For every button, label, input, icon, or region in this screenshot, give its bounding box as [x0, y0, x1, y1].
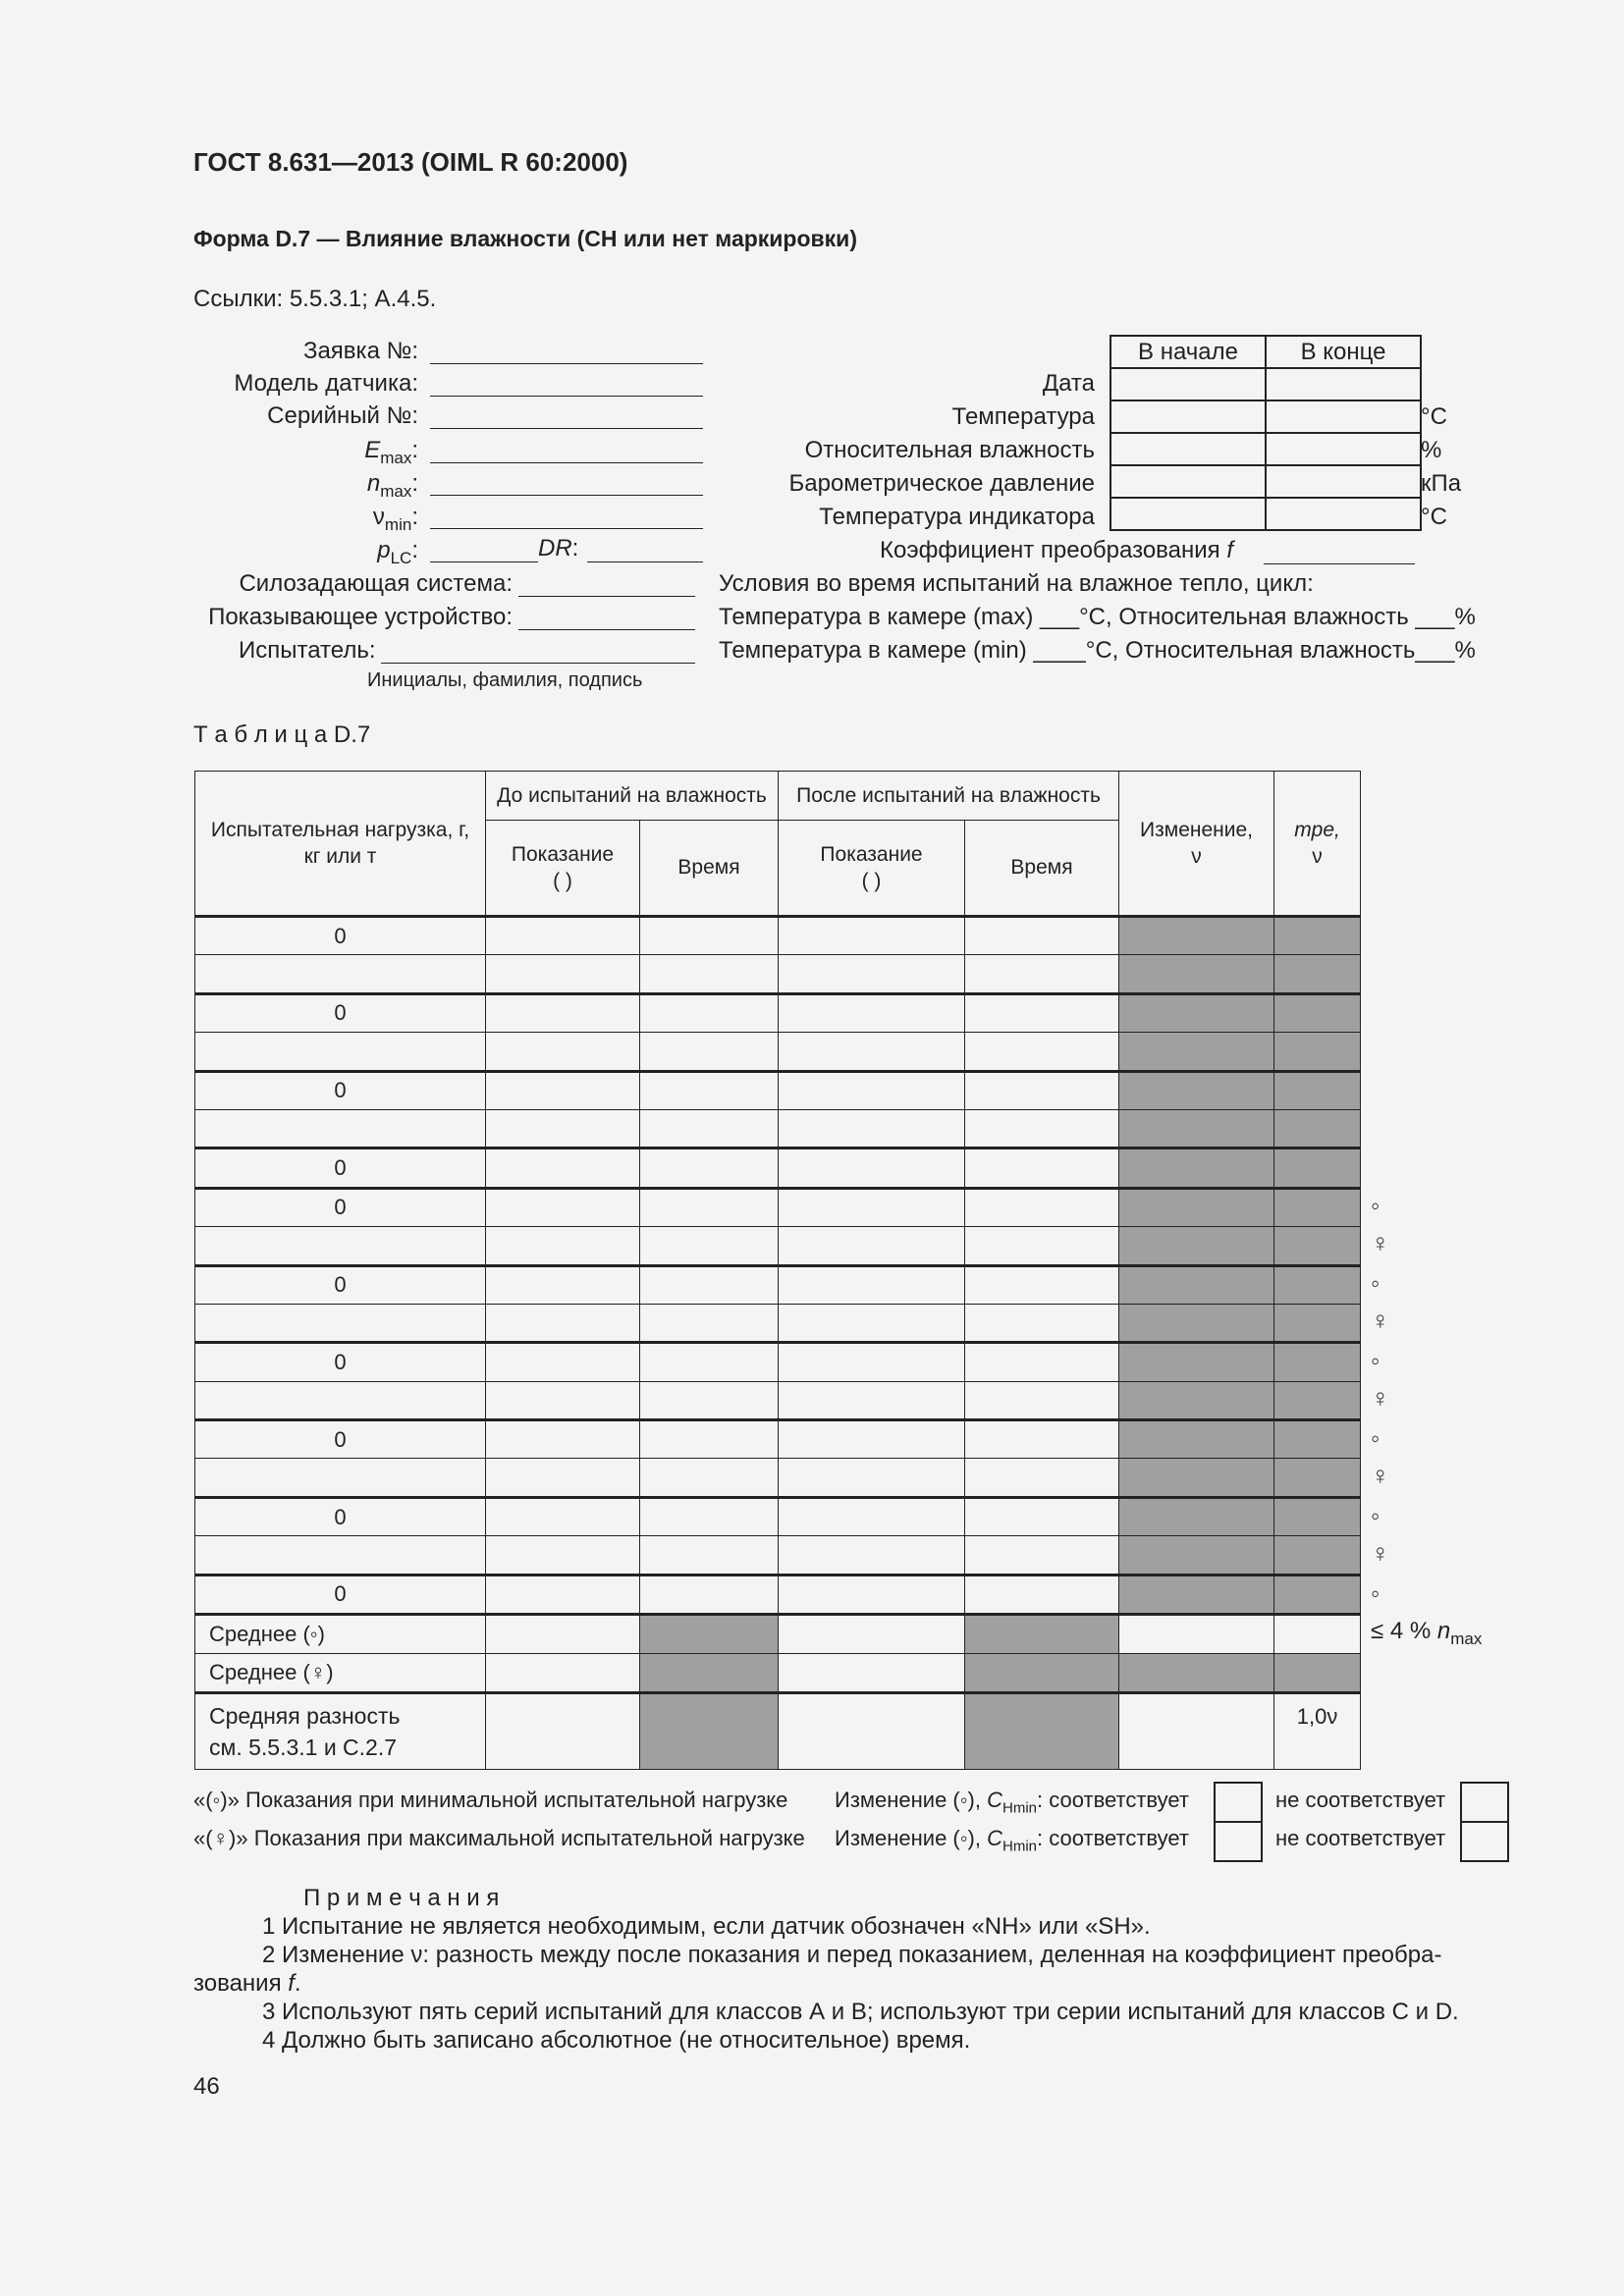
load-cell: [195, 1381, 486, 1419]
note-2-cont: зования f.: [193, 1970, 301, 1997]
unit-celsius-2: °C: [1421, 504, 1447, 530]
data-cell[interactable]: [486, 1575, 640, 1614]
data-cell[interactable]: [965, 1497, 1119, 1535]
avg-diff-label: Средняя разность см. 5.5.3.1 и С.2.7: [195, 1693, 486, 1770]
cycle-conditions: Условия во время испытаний на влажное тепло, цикл:: [719, 570, 1314, 597]
shaded-cell: [1119, 1071, 1274, 1109]
data-cell[interactable]: [486, 1188, 640, 1226]
col-start-header: В начале: [1110, 336, 1266, 368]
shaded-cell: [1119, 1381, 1274, 1419]
shaded-cell: [1274, 1497, 1361, 1535]
shaded-cell: [640, 1615, 779, 1654]
vmin-label: $\nu_{min}$:: [372, 504, 418, 534]
data-cell[interactable]: [640, 1227, 779, 1265]
shaded-cell: [1274, 1420, 1361, 1459]
dr-field[interactable]: [587, 561, 703, 562]
data-cell[interactable]: [486, 1420, 640, 1459]
shaded-cell: [965, 1615, 1119, 1654]
indicator-label: Показывающее устройство:: [208, 604, 513, 630]
serial-field[interactable]: [430, 428, 703, 429]
data-cell[interactable]: [640, 993, 779, 1032]
data-cell[interactable]: [779, 1497, 965, 1535]
emax-label: $E_{max}$:: [364, 437, 418, 467]
data-cell[interactable]: [640, 1188, 779, 1226]
data-cell[interactable]: [486, 955, 640, 993]
load-cell: 0: [195, 1343, 486, 1381]
load-cell: [195, 1304, 486, 1342]
data-cell[interactable]: [779, 1109, 965, 1148]
data-cell[interactable]: [640, 1459, 779, 1497]
header-reading-before: Показание ( ): [486, 821, 640, 917]
load-system-label: Силозадающая система:: [239, 570, 513, 597]
page-number: 46: [193, 2073, 220, 2100]
shaded-cell: [1119, 1227, 1274, 1265]
data-cell[interactable]: [965, 1265, 1119, 1304]
shaded-cell: [1274, 1071, 1361, 1109]
chamber-max: Температура в камере (max) ___°C, Относительная влажность ___%: [719, 604, 1476, 630]
cond-cell[interactable]: [1110, 433, 1266, 465]
not-complies-label: не соответствует: [1275, 1788, 1446, 1812]
legend-max: «(♀)» Показания при максимальной испытательной нагрузке: [193, 1826, 805, 1850]
notes-title: П р и м е ч а н и я: [303, 1885, 500, 1911]
shaded-cell: [1274, 1227, 1361, 1265]
data-cell[interactable]: [640, 1148, 779, 1188]
unit-kpa: кПа: [1421, 470, 1462, 497]
data-cell[interactable]: [965, 1343, 1119, 1381]
data-cell[interactable]: [640, 1536, 779, 1575]
max-load-marker: ♀: [1371, 1306, 1390, 1335]
data-cell[interactable]: [486, 1304, 640, 1342]
data-cell[interactable]: [779, 1343, 965, 1381]
data-cell[interactable]: [640, 1304, 779, 1342]
shaded-cell: [1119, 1188, 1274, 1226]
coefficient-label: Коэффициент преобразования f: [880, 537, 1234, 563]
data-cell[interactable]: [640, 917, 779, 955]
data-cell[interactable]: [640, 1575, 779, 1614]
table-row: [195, 955, 1361, 993]
data-cell[interactable]: [965, 955, 1119, 993]
data-cell[interactable]: [965, 917, 1119, 955]
data-cell[interactable]: [779, 1693, 965, 1770]
data-cell[interactable]: [965, 1420, 1119, 1459]
shaded-cell: [1119, 1420, 1274, 1459]
max-load-marker: ♀: [1371, 1538, 1390, 1568]
references: Ссылки: 5.5.3.1; А.4.5.: [193, 286, 437, 312]
data-cell[interactable]: [486, 1148, 640, 1188]
shaded-cell: [640, 1654, 779, 1693]
table-row: [195, 1343, 1361, 1381]
load-cell: [195, 1459, 486, 1497]
min-load-marker: ◦: [1371, 1423, 1380, 1453]
data-cell[interactable]: [640, 955, 779, 993]
header-before: До испытаний на влажность: [486, 772, 779, 821]
max-load-marker: ♀: [1371, 1228, 1390, 1257]
data-cell[interactable]: [640, 1071, 779, 1109]
change-complies-label: Изменение (◦), $C_{Hmin}$: соответствует: [835, 1788, 1189, 1817]
header-reading-after: Показание ( ): [779, 821, 965, 917]
shaded-cell: [965, 1654, 1119, 1693]
table-row: [195, 1265, 1361, 1304]
shaded-cell: [1119, 1497, 1274, 1535]
min-load-marker: ◦: [1371, 1501, 1380, 1530]
data-cell[interactable]: [965, 1148, 1119, 1188]
cond-cell[interactable]: [1110, 465, 1266, 498]
application-field[interactable]: [430, 363, 703, 364]
cond-cell[interactable]: [1266, 433, 1421, 465]
data-cell[interactable]: [965, 1304, 1119, 1342]
header-mpe: mpe, ν: [1274, 772, 1361, 917]
data-cell[interactable]: [779, 1654, 965, 1693]
avg-min-label: Среднее (◦): [195, 1615, 486, 1654]
table-row: [195, 1148, 1361, 1188]
table-row: [195, 1459, 1361, 1497]
table-row: [195, 993, 1361, 1032]
table-row: [195, 1381, 1361, 1419]
form-title: Форма D.7 — Влияние влажности (СН или нет маркировки): [193, 226, 857, 251]
cond-cell[interactable]: [1110, 368, 1266, 400]
data-cell[interactable]: [779, 955, 965, 993]
not-complies-checkbox[interactable]: [1460, 1782, 1509, 1823]
cond-label-temperature: Температура: [951, 403, 1095, 430]
chamber-min: Температура в камере (min) ____°C, Относительная влажность___%: [719, 637, 1476, 664]
cond-cell[interactable]: [1266, 465, 1421, 498]
avg-diff-mpe: 1,0ν: [1274, 1693, 1361, 1770]
data-cell[interactable]: [640, 1497, 779, 1535]
data-cell[interactable]: [640, 1343, 779, 1381]
data-cell[interactable]: [486, 1265, 640, 1304]
avg-max-label: Среднее (♀): [195, 1654, 486, 1693]
table-row: [195, 1188, 1361, 1226]
data-cell[interactable]: [965, 993, 1119, 1032]
limit-note: ≤ 4 % $n_{max}$: [1371, 1618, 1483, 1648]
shaded-cell: [1274, 993, 1361, 1032]
shaded-cell: [1274, 917, 1361, 955]
tester-note: Инициалы, фамилия, подпись: [367, 669, 643, 691]
min-load-marker: ◦: [1371, 1346, 1380, 1375]
shaded-cell: [1274, 1033, 1361, 1071]
data-cell[interactable]: [1119, 1693, 1274, 1770]
unit-celsius: °C: [1421, 403, 1447, 430]
document-header: ГОСТ 8.631—2013 (OIML R 60:2000): [193, 147, 628, 177]
table-row: [195, 1033, 1361, 1071]
table-row: [195, 1109, 1361, 1148]
coefficient-field[interactable]: [1264, 563, 1415, 564]
load-cell: 0: [195, 1497, 486, 1535]
cond-label-pressure: Барометрическое давление: [788, 470, 1095, 497]
data-cell[interactable]: [779, 1265, 965, 1304]
shaded-cell: [1274, 1575, 1361, 1614]
shaded-cell: [1274, 1109, 1361, 1148]
table-row: [195, 1536, 1361, 1575]
shaded-cell: [1274, 1265, 1361, 1304]
shaded-cell: [1274, 1381, 1361, 1419]
shaded-cell: [1119, 917, 1274, 955]
data-cell[interactable]: [1274, 1615, 1361, 1654]
data-cell[interactable]: [965, 1575, 1119, 1614]
shaded-cell: [1119, 1459, 1274, 1497]
not-complies-label: не соответствует: [1275, 1826, 1446, 1850]
data-cell[interactable]: [965, 1459, 1119, 1497]
load-cell: 0: [195, 1188, 486, 1226]
load-cell: 0: [195, 1265, 486, 1304]
note-3: 3 Используют пять серий испытаний для классов А и В; используют три серии испытаний для классов С и D.: [262, 1999, 1459, 2025]
shaded-cell: [1119, 1148, 1274, 1188]
cond-cell[interactable]: [1266, 400, 1421, 433]
tester-label: Испытатель:: [239, 637, 376, 664]
data-cell[interactable]: [486, 1459, 640, 1497]
min-load-marker: ◦: [1371, 1191, 1380, 1220]
shaded-cell: [1274, 1459, 1361, 1497]
max-load-marker: ♀: [1371, 1383, 1390, 1413]
data-cell[interactable]: [779, 1227, 965, 1265]
shaded-cell: [1119, 1304, 1274, 1342]
data-cell[interactable]: [486, 917, 640, 955]
shaded-cell: [1119, 993, 1274, 1032]
shaded-cell: [1274, 1188, 1361, 1226]
load-cell: 0: [195, 1420, 486, 1459]
nmax-field[interactable]: [430, 495, 703, 496]
table-row: [195, 1304, 1361, 1342]
data-cell[interactable]: [779, 1188, 965, 1226]
load-cell: 0: [195, 1148, 486, 1188]
header-time-before: Время: [640, 821, 779, 917]
cond-label-date: Дата: [1042, 370, 1095, 397]
indicator-field[interactable]: [518, 629, 695, 630]
data-cell[interactable]: [779, 1420, 965, 1459]
data-cell[interactable]: [965, 1381, 1119, 1419]
tester-field[interactable]: [381, 663, 695, 664]
data-cell[interactable]: [779, 1071, 965, 1109]
data-cell[interactable]: [486, 1109, 640, 1148]
conditions-table: [1110, 335, 1422, 531]
data-cell[interactable]: [965, 1109, 1119, 1148]
col-end-header: В конце: [1266, 336, 1421, 368]
load-cell: 0: [195, 1575, 486, 1614]
shaded-cell: [1119, 1343, 1274, 1381]
complies-checkbox[interactable]: [1214, 1821, 1263, 1862]
data-cell[interactable]: [1119, 1615, 1274, 1654]
data-cell[interactable]: [779, 1536, 965, 1575]
data-cell[interactable]: [486, 1343, 640, 1381]
shaded-cell: [1119, 955, 1274, 993]
table-row: [195, 917, 1361, 955]
sensor-model-label: Модель датчика:: [234, 370, 418, 397]
data-cell[interactable]: [640, 1265, 779, 1304]
not-complies-checkbox[interactable]: [1460, 1821, 1509, 1862]
load-cell: [195, 955, 486, 993]
plc-field[interactable]: [430, 561, 538, 562]
table-row: [195, 1420, 1361, 1459]
results-table: [194, 771, 1361, 1770]
data-cell[interactable]: [486, 993, 640, 1032]
data-cell[interactable]: [486, 1615, 640, 1654]
data-cell[interactable]: [640, 1109, 779, 1148]
note-2: 2 Изменение ν: разность между после показания и перед показанием, деленная на коэффициент преобра-: [262, 1942, 1442, 1968]
data-cell[interactable]: [779, 1575, 965, 1614]
table-row: [195, 1497, 1361, 1535]
load-system-field[interactable]: [518, 596, 695, 597]
application-label: Заявка №:: [302, 338, 418, 364]
data-cell[interactable]: [486, 1227, 640, 1265]
data-cell[interactable]: [779, 1381, 965, 1419]
cond-cell[interactable]: [1110, 498, 1266, 530]
header-load: Испытательная нагрузка, г, кг или т: [195, 772, 486, 917]
shaded-cell: [1119, 1575, 1274, 1614]
plc-label: $p_{LC}$:: [377, 537, 418, 567]
table-row: [195, 1227, 1361, 1265]
data-cell[interactable]: [486, 1071, 640, 1109]
data-cell[interactable]: [486, 1033, 640, 1071]
data-cell[interactable]: [486, 1381, 640, 1419]
table-caption: Т а б л и ц а D.7: [193, 721, 371, 748]
table-row: [195, 1575, 1361, 1614]
vmin-field[interactable]: [430, 528, 703, 529]
shaded-cell: [1274, 1148, 1361, 1188]
data-cell[interactable]: [779, 993, 965, 1032]
load-cell: [195, 1109, 486, 1148]
data-cell[interactable]: [640, 1420, 779, 1459]
load-cell: 0: [195, 1071, 486, 1109]
data-cell[interactable]: [486, 1693, 640, 1770]
cond-cell[interactable]: [1266, 498, 1421, 530]
cond-cell[interactable]: [1266, 368, 1421, 400]
shaded-cell: [1274, 1343, 1361, 1381]
note-4: 4 Должно быть записано абсолютное (не относительное) время.: [262, 2027, 971, 2054]
load-cell: [195, 1227, 486, 1265]
table-row: [195, 1071, 1361, 1109]
cond-label-indicator-temp: Температура индикатора: [819, 504, 1095, 530]
shaded-cell: [1274, 955, 1361, 993]
dr-label: DR:: [538, 535, 579, 561]
shaded-cell: [640, 1693, 779, 1770]
data-cell[interactable]: [640, 1381, 779, 1419]
data-cell[interactable]: [779, 1615, 965, 1654]
shaded-cell: [1274, 1536, 1361, 1575]
nmax-label: $n_{max}$:: [366, 470, 418, 501]
data-cell[interactable]: [779, 1148, 965, 1188]
data-cell[interactable]: [486, 1497, 640, 1535]
data-cell[interactable]: [965, 1033, 1119, 1071]
data-cell[interactable]: [640, 1033, 779, 1071]
serial-label: Серийный №:: [267, 402, 418, 429]
note-1: 1 Испытание не является необходимым, если датчик обозначен «NH» или «SH».: [262, 1913, 1151, 1940]
header-time-after: Время: [965, 821, 1119, 917]
load-cell: [195, 1536, 486, 1575]
data-cell[interactable]: [965, 1227, 1119, 1265]
legend-min: «(◦)» Показания при минимальной испытательной нагрузке: [193, 1788, 788, 1812]
load-cell: [195, 1033, 486, 1071]
shaded-cell: [965, 1693, 1119, 1770]
data-cell[interactable]: [965, 1536, 1119, 1575]
data-cell[interactable]: [965, 1071, 1119, 1109]
load-cell: 0: [195, 917, 486, 955]
change-complies-label: Изменение (◦), $C_{Hmin}$: соответствует: [835, 1826, 1189, 1855]
cond-cell[interactable]: [1110, 400, 1266, 433]
max-load-marker: ♀: [1371, 1461, 1390, 1490]
data-cell[interactable]: [965, 1188, 1119, 1226]
shaded-cell: [1119, 1654, 1274, 1693]
sensor-model-field[interactable]: [430, 396, 703, 397]
header-change: Изменение, ν: [1119, 772, 1274, 917]
data-cell[interactable]: [779, 1033, 965, 1071]
header-after: После испытаний на влажность: [779, 772, 1119, 821]
data-cell[interactable]: [486, 1536, 640, 1575]
shaded-cell: [1274, 1654, 1361, 1693]
shaded-cell: [1274, 1304, 1361, 1342]
cond-label-humidity: Относительная влажность: [804, 437, 1095, 463]
shaded-cell: [1119, 1265, 1274, 1304]
unit-percent: %: [1421, 437, 1442, 463]
min-load-marker: ◦: [1371, 1578, 1380, 1608]
data-cell[interactable]: [779, 1459, 965, 1497]
emax-field[interactable]: [430, 462, 703, 463]
data-cell[interactable]: [779, 917, 965, 955]
shaded-cell: [1119, 1536, 1274, 1575]
data-cell[interactable]: [486, 1654, 640, 1693]
load-cell: 0: [195, 993, 486, 1032]
min-load-marker: ◦: [1371, 1268, 1380, 1298]
complies-checkbox[interactable]: [1214, 1782, 1263, 1823]
data-cell[interactable]: [779, 1304, 965, 1342]
shaded-cell: [1119, 1109, 1274, 1148]
shaded-cell: [1119, 1033, 1274, 1071]
